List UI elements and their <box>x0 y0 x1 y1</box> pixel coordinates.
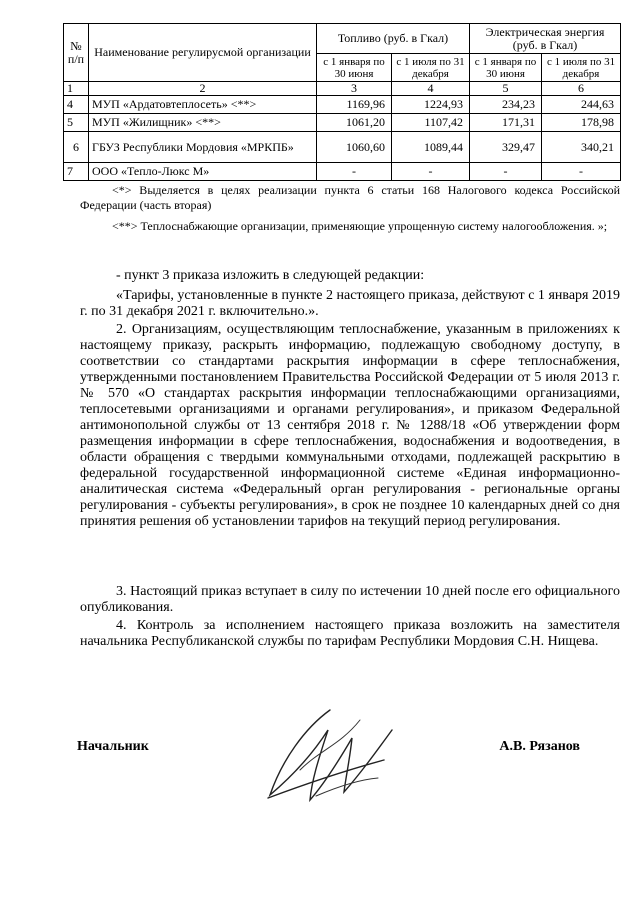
row-index: 5 <box>64 114 89 132</box>
table-cell: 244,63 <box>542 96 621 114</box>
table-cell: 1107,42 <box>392 114 470 132</box>
header-sub: с 1 января по 30 июня <box>317 54 392 82</box>
header-num: № п/п <box>64 24 89 82</box>
table-cell: 1169,96 <box>317 96 392 114</box>
footnote-2: <**> Теплоснабжающие организации, применяющие упрощенную систему налогообложения. »; <box>112 219 608 233</box>
row-index: 7 <box>64 163 89 181</box>
table-row <box>64 114 621 132</box>
tariff-table <box>63 23 621 181</box>
handwritten-signature <box>260 700 400 810</box>
col-number: 1 <box>64 82 89 96</box>
paragraph-disclosure: 2. Организациям, осуществляющим теплоснабжение, указанным в приложениях к настоящему приказу, раскрыть информацию, подлежащую свободному доступу, в соответствии со стандартами раскрытия информации в сфере теплоснабжения, утвержденными постановлением Правительства Российской Федерации от 5 июля 2013 г. № 570 «О стандартах раскрытия информации теплоснабжающими организациями, теплосетевыми организациями и органами регулирования», и приказом Федеральной антимонопольной службы от 13 сентября 2018 г. № 1288/18 «Об утверждении форм размещения информации в сфере теплоснабжения, водоснабжения и водоотведения, в области обращения с твердыми коммунальными отходами, подлежащей раскрытию в федеральной государственной информационной системе «Единая информационно-аналитическая система «Федеральный орган регулирования - региональные органы регулирования - субъекты регулирования», в срок не позднее 10 календарных дней со дня принятия решения об установлении тарифов на текущий период регулирования. <box>80 322 620 529</box>
table-cell: - <box>392 163 470 181</box>
org-name: МУП «Ардатовтеплосеть» <**> <box>89 96 317 114</box>
row-index: 4 <box>64 96 89 114</box>
row-index: 6 <box>64 132 89 163</box>
header-energy: Электрическая энергия (руб. в Гкал) <box>470 24 621 54</box>
header-sub: с 1 января по 30 июня <box>470 54 542 82</box>
table-cell: - <box>542 163 621 181</box>
table-row <box>64 96 621 114</box>
table-cell: 1089,44 <box>392 132 470 163</box>
table-cell: 171,31 <box>470 114 542 132</box>
org-name: МУП «Жилищник» <**> <box>89 114 317 132</box>
org-name: ООО «Тепло-Люкс М» <box>89 163 317 181</box>
table-cell: 1224,93 <box>392 96 470 114</box>
header-sub: с 1 июля по 31 декабря <box>542 54 621 82</box>
signature-name: А.В. Рязанов <box>499 739 580 754</box>
table-cell: 1061,20 <box>317 114 392 132</box>
org-name: ГБУЗ Республики Мордовия «МРКПБ» <box>89 132 317 163</box>
signature-position: Начальник <box>77 739 149 754</box>
col-number: 3 <box>317 82 392 96</box>
footnote-1: <*> Выделяется в целях реализации пункта 6 статьи 168 Налогового кодекса Российской Федерации (часть вторая) <box>80 183 620 212</box>
col-number: 2 <box>89 82 317 96</box>
table-cell: 1060,60 <box>317 132 392 163</box>
table-row <box>64 132 621 163</box>
table-cell: 340,21 <box>542 132 621 163</box>
table-cell: 234,23 <box>470 96 542 114</box>
col-number: 5 <box>470 82 542 96</box>
paragraph-control: 4. Контроль за исполнением настоящего приказа возложить на заместителя начальника Республиканской службы по тарифам Республики Мордовия С.Н. Нищева. <box>80 618 620 649</box>
table-cell: - <box>317 163 392 181</box>
table-cell: 178,98 <box>542 114 621 132</box>
table-cell: 329,47 <box>470 132 542 163</box>
col-number: 4 <box>392 82 470 96</box>
paragraph-item3-intro: - пункт 3 приказа изложить в следующей редакции: <box>116 268 425 283</box>
paragraph-effective-date: 3. Настоящий приказ вступает в силу по истечении 10 дней после его официального опубликования. <box>80 584 620 615</box>
col-number: 6 <box>542 82 621 96</box>
table-row <box>64 163 621 181</box>
header-fuel: Топливо (руб. в Гкал) <box>317 24 470 54</box>
table-cell: - <box>470 163 542 181</box>
paragraph-tariffs-period: «Тарифы, установленные в пункте 2 настоящего приказа, действуют с 1 января 2019 г. по 31 декабря 2021 г. включительно.». <box>80 288 620 319</box>
header-sub: с 1 июля по 31 декабря <box>392 54 470 82</box>
header-org-name: Наименование регулирусмой организации <box>89 24 317 82</box>
column-number-row <box>64 82 621 96</box>
